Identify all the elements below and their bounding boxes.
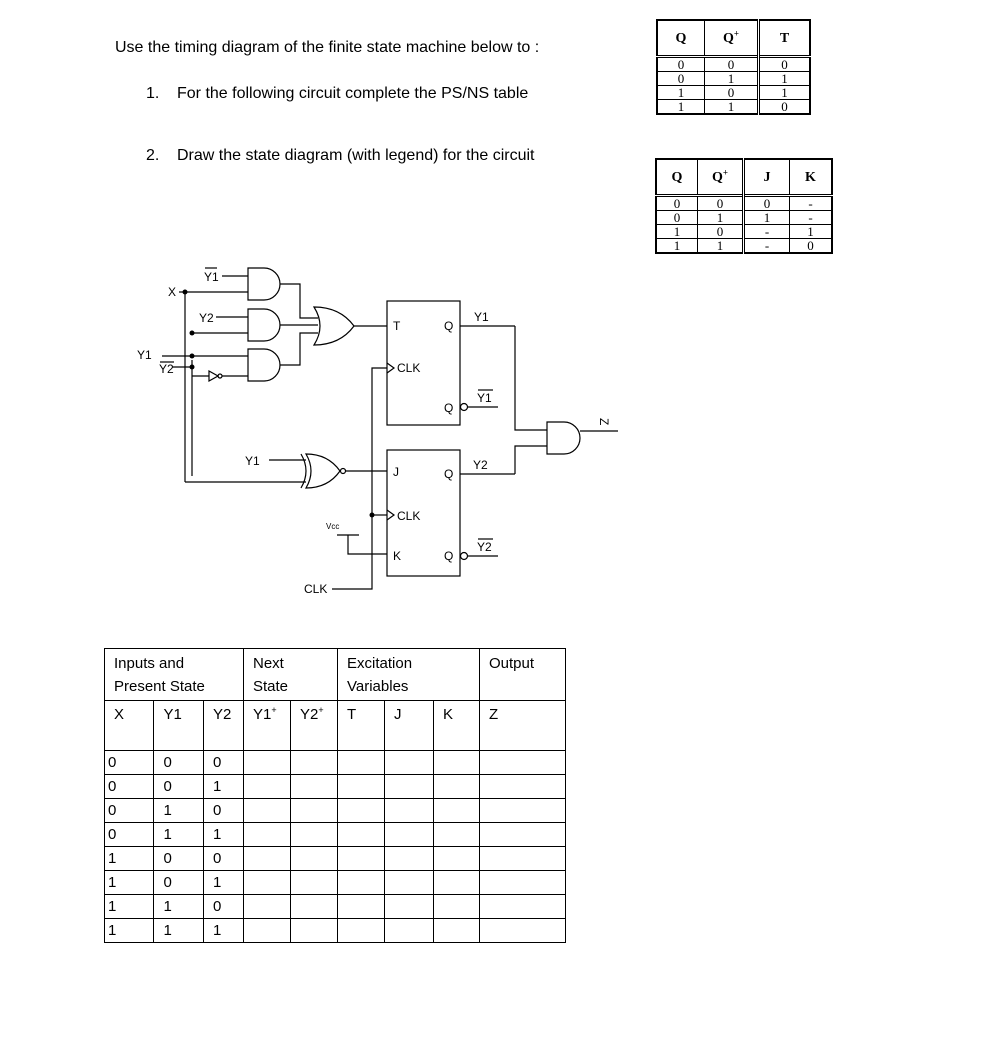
cell-t[interactable] [338,751,385,775]
and-gate-1 [248,268,280,300]
cell-t[interactable] [338,847,385,871]
cell-x: 0 [105,775,154,799]
col-y2-next-sup: + [318,705,324,715]
t-cell: 0 [759,100,811,115]
cell-x: 1 [105,871,154,895]
col-x: X [105,701,154,751]
jk-ff-clock-triangle [387,510,394,520]
jk-ff-q-label: Q [444,467,454,481]
header-excitation-line1: Excitation [347,655,413,672]
junction-dot [190,354,195,359]
header-excitation-variables [338,649,480,701]
t-cell: 0 [705,86,759,100]
header-inputs-line1: Inputs and [114,655,185,672]
t-cell: 0 [657,72,705,86]
cell-t[interactable] [338,823,385,847]
item-2-number: 2. [146,147,160,164]
col-j: J [385,701,434,751]
cell-x: 1 [105,847,154,871]
t-cell: 1 [705,72,759,86]
cell-y1-next[interactable] [244,823,291,847]
cell-y1-next[interactable] [244,895,291,919]
cell-k[interactable] [434,919,480,943]
cell-x: 1 [105,919,154,943]
jk-cell: 1 [790,225,833,239]
junction-dot [183,290,188,295]
cell-x: 0 [105,751,154,775]
j-input-label: J [393,465,399,479]
y1-to-final-and-wire [515,326,547,430]
vcc-label: Vcc [326,522,340,531]
jk-cell: 0 [656,211,698,225]
cell-y2-next[interactable] [291,823,338,847]
cell-y2: 1 [203,823,243,847]
x-input-label: X [168,285,177,299]
jk-cell: 1 [698,239,744,254]
k-input-label: K [393,549,402,563]
jk-ff-qbar-label: Q [444,549,454,563]
cell-k[interactable] [434,895,480,919]
jk-cell: - [790,211,833,225]
y2bar-output-label: Y2 [477,540,492,554]
cell-y1-next[interactable] [244,871,291,895]
header-next-line2: State [253,678,289,695]
cell-x: 0 [105,799,154,823]
cell-y2: 0 [203,895,243,919]
cell-j[interactable] [385,799,434,823]
jk-cell: 0 [656,196,698,211]
jk-table-header-sup: + [722,166,729,177]
cell-z[interactable] [480,775,566,799]
cell-z[interactable] [480,823,566,847]
cell-z[interactable] [480,919,566,943]
cell-t[interactable] [338,919,385,943]
jk-table-header-q: Q [656,159,698,196]
cell-j[interactable] [385,847,434,871]
jk-cell: 1 [656,225,698,239]
clock-wire [332,368,387,589]
jk-cell: 1 [656,239,698,254]
col-y1-next-text: Y1 [253,706,272,723]
col-z: Z [480,701,566,751]
cell-y1-next[interactable] [244,799,291,823]
cell-t[interactable] [338,775,385,799]
cell-y2-next[interactable] [291,919,338,943]
header-inputs-present-state [105,649,244,701]
t-cell: 0 [705,57,759,72]
cell-y1: 1 [154,799,203,823]
ps-ns-table [104,648,566,943]
jk-table-header-j: J [744,159,790,196]
cell-y1: 0 [154,847,203,871]
item-2-text: Draw the state diagram (with legend) for the circuit [177,147,535,164]
jk-cell: 0 [698,225,744,239]
t-ff-clk-label: CLK [397,361,421,375]
col-y1-next [244,701,291,751]
cell-y1: 1 [154,919,203,943]
jk-table-header-qplus-text: Q [711,169,723,185]
cell-k[interactable] [434,847,480,871]
cell-j[interactable] [385,871,434,895]
t-cell: 1 [657,100,705,115]
cell-x: 0 [105,823,154,847]
table-row [105,871,566,895]
cell-t[interactable] [338,871,385,895]
jk-cell: - [744,239,790,254]
cell-y2: 1 [203,775,243,799]
cell-y1-next[interactable] [244,919,291,943]
xnor-extra-arc [301,454,306,488]
table-row [105,847,566,871]
cell-k[interactable] [434,775,480,799]
cell-y2: 1 [203,919,243,943]
col-t: T [338,701,385,751]
cell-y2-next[interactable] [291,751,338,775]
cell-y2: 0 [203,847,243,871]
cell-y1-next[interactable] [244,751,291,775]
intro-text: Use the timing diagram of the finite state machine below to : [115,39,540,56]
cell-x: 1 [105,895,154,919]
cell-z[interactable] [480,895,566,919]
cell-t[interactable] [338,895,385,919]
t-ff-q-label: Q [444,319,454,333]
col-y1: Y1 [154,701,203,751]
jk-cell: 0 [744,196,790,211]
clk-input-label: CLK [304,582,328,596]
cell-t[interactable] [338,799,385,823]
y1-input-label: Y1 [137,348,152,362]
header-inputs-line2: Present State [114,678,205,695]
cell-k[interactable] [434,751,480,775]
cell-y2: 0 [203,799,243,823]
table-row [105,751,566,775]
table-row [105,775,566,799]
y2bar-input-label: Y2 [159,362,174,376]
jk-ff-qbar-bubble [461,553,468,560]
z-output-label: Z [597,418,611,426]
cell-y1-next[interactable] [244,775,291,799]
col-y1-next-sup: + [271,705,277,715]
final-and-gate [547,422,580,454]
jk-cell: 1 [744,211,790,225]
table-row [105,799,566,823]
cell-y2-next[interactable] [291,871,338,895]
item-1-number: 1. [146,85,160,102]
table-row [105,823,566,847]
cell-y2: 1 [203,871,243,895]
y2-to-final-and-wire [515,446,547,474]
or-gate [314,307,354,345]
t-cell: 1 [759,86,811,100]
t-input-label: T [393,319,401,333]
y2-output-label: Y2 [473,458,488,472]
col-y2: Y2 [203,701,243,751]
table-row [105,895,566,919]
t-cell: 1 [657,86,705,100]
cell-y1: 1 [154,895,203,919]
y1-output-label: Y1 [474,310,489,324]
y1bar-output-label: Y1 [477,391,492,405]
jk-cell: - [790,196,833,211]
cell-j[interactable] [385,895,434,919]
t-table-header-t: T [759,20,811,57]
junction-dot [190,365,195,370]
t-ff-qbar-label: Q [444,401,454,415]
inverter-buffer [209,371,218,381]
cell-y2: 0 [203,751,243,775]
cell-j[interactable] [385,751,434,775]
and1-to-or-wire [280,284,318,318]
cell-y2-next[interactable] [291,799,338,823]
col-k: K [434,701,480,751]
table-row [105,919,566,943]
and-gate-3 [248,349,280,381]
xnor-output-bubble [341,469,346,474]
cell-z[interactable] [480,871,566,895]
junction-dot [370,513,375,518]
cell-j[interactable] [385,919,434,943]
jk-cell: 0 [790,239,833,254]
cell-z[interactable] [480,751,566,775]
t-table-header-q: Q [657,20,705,57]
t-cell: 1 [705,100,759,115]
vcc-to-k-wire [348,535,387,554]
header-next-line1: Next [253,655,284,672]
cell-k[interactable] [434,823,480,847]
cell-j[interactable] [385,775,434,799]
header-next-state [244,649,338,701]
header-output: Output [480,649,566,701]
col-y2-next [291,701,338,751]
jk-ff-clk-label: CLK [397,509,421,523]
jk-cell: - [744,225,790,239]
junction-dot [190,331,195,336]
cell-z[interactable] [480,847,566,871]
t-cell: 1 [759,72,811,86]
cell-y2-next[interactable] [291,895,338,919]
cell-k[interactable] [434,871,480,895]
t-ff-qbar-bubble [461,404,468,411]
cell-k[interactable] [434,799,480,823]
and3-to-or-wire [280,333,318,365]
cell-y1: 0 [154,751,203,775]
cell-y2-next[interactable] [291,847,338,871]
cell-y1-next[interactable] [244,847,291,871]
cell-y1: 0 [154,775,203,799]
jk-cell: 1 [698,211,744,225]
col-y2-next-text: Y2 [300,706,319,723]
cell-j[interactable] [385,823,434,847]
t-ff-clock-triangle [387,363,394,373]
xnor-gate [306,454,340,488]
t-cell: 0 [759,57,811,72]
cell-y2-next[interactable] [291,775,338,799]
t-cell: 0 [657,57,705,72]
jk-cell: 0 [698,196,744,211]
item-1-text: For the following circuit complete the PS/NS table [177,85,529,102]
header-excitation-line2: Variables [347,678,409,695]
y1bar-input-label: Y1 [204,270,219,284]
t-table-header-sup: + [733,27,740,38]
xnor-y1-label: Y1 [245,454,260,468]
and-gate-2 [248,309,280,341]
cell-y1: 1 [154,823,203,847]
t-table-header-qplus-text: Q [722,30,734,46]
cell-y1: 0 [154,871,203,895]
cell-z[interactable] [480,799,566,823]
y2-input-label: Y2 [199,311,214,325]
jk-table-header-k: K [790,159,833,196]
